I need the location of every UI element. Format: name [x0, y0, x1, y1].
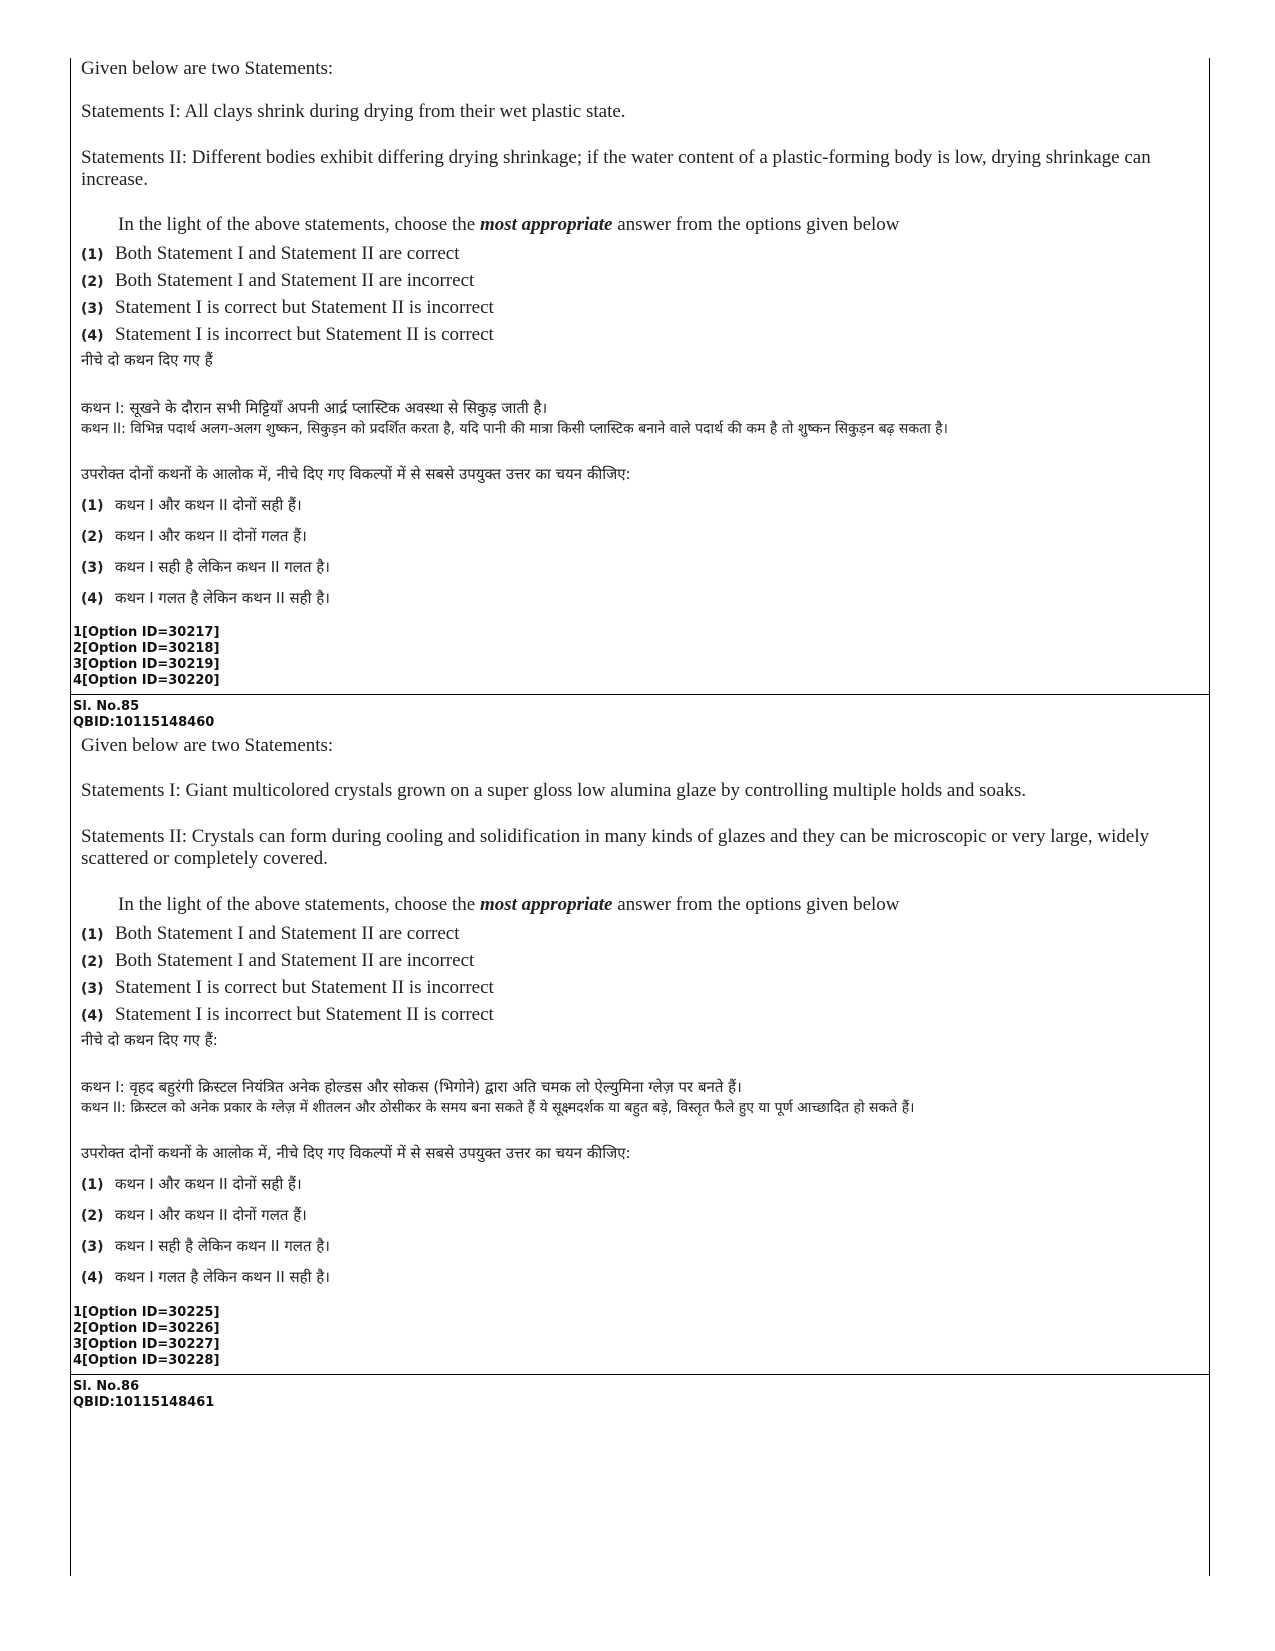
option-id: 4[Option ID=30228] [73, 1353, 220, 1368]
option-number: (3) [81, 1239, 104, 1255]
option-text: Statement I is incorrect but Statement II is correct [115, 324, 494, 345]
option-text: कथन I और कथन II दोनों सही हैं। [115, 1175, 302, 1193]
q85-hindi-options [81, 1169, 330, 1293]
option-text: कथन I और कथन II दोनों गलत हैं। [115, 527, 307, 545]
q84-prompt [118, 214, 900, 236]
q84-hindi-statement-2: कथन II: विभिन्न पदार्थ अलग-अलग शुष्कन, सिकुड़न को प्रदर्शित करता है, यदि पानी की मात्रा किसी प्लास्टिक बनाने वाले पदार्थ की कम है तो शुष्कन सिकुड़न बढ़ सकता है। [81, 421, 948, 437]
q84-hindi-prompt: उपरोक्त दोनों कथनों के आलोक में, नीचे दिए गए विकल्पों में से सबसे उपयुक्त उत्तर का चयन कीजिए: [81, 465, 631, 483]
q84-option-3 [81, 295, 494, 322]
q85-prompt-pre: In the light of the above statements, choose the [118, 894, 480, 915]
q85-statement-1: Statements I: Giant multicolored crystals grown on a super gloss low alumina glaze by controlling multiple holds and soaks. [81, 780, 1027, 801]
option-text: कथन I और कथन II दोनों सही हैं। [115, 496, 302, 514]
q85-header [73, 699, 1191, 731]
q85-hindi-statement-2: कथन II: क्रिस्टल को अनेक प्रकार के ग्लेज़ में शीतलन और ठोसीकर के समय बना सकते हैं ये सूक्ष्मदर्शक या बहुत बड़े, विस्तृत फैले हुए या पूर्ण आच्छादित हो सकते हैं। [81, 1100, 915, 1116]
q84-option-ids [73, 625, 1191, 689]
option-text: कथन I और कथन II दोनों गलत हैं। [115, 1206, 307, 1224]
option-number: (1) [81, 927, 104, 943]
option-text: कथन I गलत है लेकिन कथन II सही है। [115, 1268, 330, 1286]
option-text: Statement I is correct but Statement II is incorrect [115, 297, 494, 318]
option-id: 2[Option ID=30226] [73, 1321, 220, 1336]
option-text: Statement I is incorrect but Statement II is correct [115, 1004, 494, 1025]
q85-statement-2: Statements II: Crystals can form during cooling and solidification in many kinds of glazes and they can be microscopic or very large, widely scattered or completely covered. [81, 826, 1150, 869]
question-paper-page [70, 58, 1210, 1576]
q84-option-1 [81, 241, 494, 268]
option-number: (2) [81, 1208, 104, 1224]
option-text: Both Statement I and Statement II are incorrect [115, 950, 475, 971]
q84-option-4 [81, 322, 494, 349]
q84-hindi-option-1 [81, 490, 330, 521]
q85-hindi-intro: नीचे दो कथन दिए गए हैं: [81, 1031, 218, 1049]
option-id: 1[Option ID=30217] [73, 625, 220, 640]
option-number: (1) [81, 498, 104, 514]
q85-option-1 [81, 921, 494, 948]
option-id: 4[Option ID=30220] [73, 673, 220, 688]
question-bank-id: QBID:10115148460 [73, 715, 215, 730]
q85-option-2 [81, 948, 494, 975]
option-id: 2[Option ID=30218] [73, 641, 220, 656]
q85-hindi-option-4 [81, 1262, 330, 1293]
question-divider [71, 1374, 1209, 1375]
option-id: 3[Option ID=30219] [73, 657, 220, 672]
q85-prompt-emphasis: most appropriate [479, 894, 613, 915]
q84-statement-2: Statements II: Different bodies exhibit differing drying shrinkage; if the water content of a plastic-forming body is low, drying shrinkage can increase. [81, 147, 1151, 190]
q85-option-4 [81, 1002, 494, 1029]
q85-option-3 [81, 975, 494, 1002]
option-number: (2) [81, 274, 104, 290]
q84-hindi-option-2 [81, 521, 330, 552]
option-id: 1[Option ID=30225] [73, 1305, 220, 1320]
q85-options [81, 921, 494, 1029]
q84-statement-1: Statements I: All clays shrink during drying from their wet plastic state. [81, 101, 626, 122]
q84-prompt-post: answer from the options given below [612, 214, 900, 235]
q84-prompt-pre: In the light of the above statements, choose the [118, 214, 480, 235]
q85-prompt [118, 894, 900, 916]
q84-hindi-option-4 [81, 583, 330, 614]
q84-hindi-intro: नीचे दो कथन दिए गए हैं [81, 351, 213, 369]
q84-options [81, 241, 494, 349]
option-number: (1) [81, 1177, 104, 1193]
q85-intro: Given below are two Statements: [81, 735, 334, 756]
option-text: कथन I सही है लेकिन कथन II गलत है। [115, 1237, 330, 1255]
question-divider [71, 694, 1209, 695]
q84-hindi-option-3 [81, 552, 330, 583]
question-bank-id: QBID:10115148461 [73, 1395, 215, 1410]
option-number: (4) [81, 328, 104, 344]
q85-hindi-option-1 [81, 1169, 330, 1200]
q85-hindi-prompt: उपरोक्त दोनों कथनों के आलोक में, नीचे दिए गए विकल्पों में से सबसे उपयुक्त उत्तर का चयन कीजिए: [81, 1144, 631, 1162]
q86-header [73, 1379, 1191, 1411]
option-text: Both Statement I and Statement II are correct [115, 243, 460, 264]
q85-option-ids [73, 1305, 1191, 1369]
q84-option-2 [81, 268, 494, 295]
option-text: Statement I is correct but Statement II is incorrect [115, 977, 494, 998]
option-number: (4) [81, 1270, 104, 1286]
q85-prompt-post: answer from the options given below [612, 894, 900, 915]
q84-hindi-options [81, 490, 330, 614]
option-number: (2) [81, 954, 104, 970]
option-text: Both Statement I and Statement II are incorrect [115, 270, 475, 291]
option-number: (3) [81, 301, 104, 317]
q84-hindi-statement-1: कथन I: सूखने के दौरान सभी मिट्टियाँ अपनी आर्द्र प्लास्टिक अवस्था से सिकुड़ जाती है। [81, 399, 548, 417]
option-id: 3[Option ID=30227] [73, 1337, 220, 1352]
q85-hindi-option-2 [81, 1200, 330, 1231]
option-number: (3) [81, 560, 104, 576]
option-text: कथन I सही है लेकिन कथन II गलत है। [115, 558, 330, 576]
serial-number: Sl. No.85 [73, 699, 140, 714]
q85-hindi-option-3 [81, 1231, 330, 1262]
option-text: कथन I गलत है लेकिन कथन II सही है। [115, 589, 330, 607]
option-number: (1) [81, 247, 104, 263]
q84-prompt-emphasis: most appropriate [479, 214, 613, 235]
option-number: (4) [81, 1008, 104, 1024]
option-text: Both Statement I and Statement II are correct [115, 923, 460, 944]
q85-hindi-statement-1: कथन I: वृहद बहुरंगी क्रिस्टल नियंत्रित अनेक होल्डस और सोकस (भिगोने) द्वारा अति चमक लो ऐल्युमिना ग्लेज़ पर बनते हैं। [81, 1078, 742, 1096]
serial-number: Sl. No.86 [73, 1379, 140, 1394]
option-number: (2) [81, 529, 104, 545]
q84-intro: Given below are two Statements: [81, 58, 334, 79]
option-number: (3) [81, 981, 104, 997]
option-number: (4) [81, 591, 104, 607]
